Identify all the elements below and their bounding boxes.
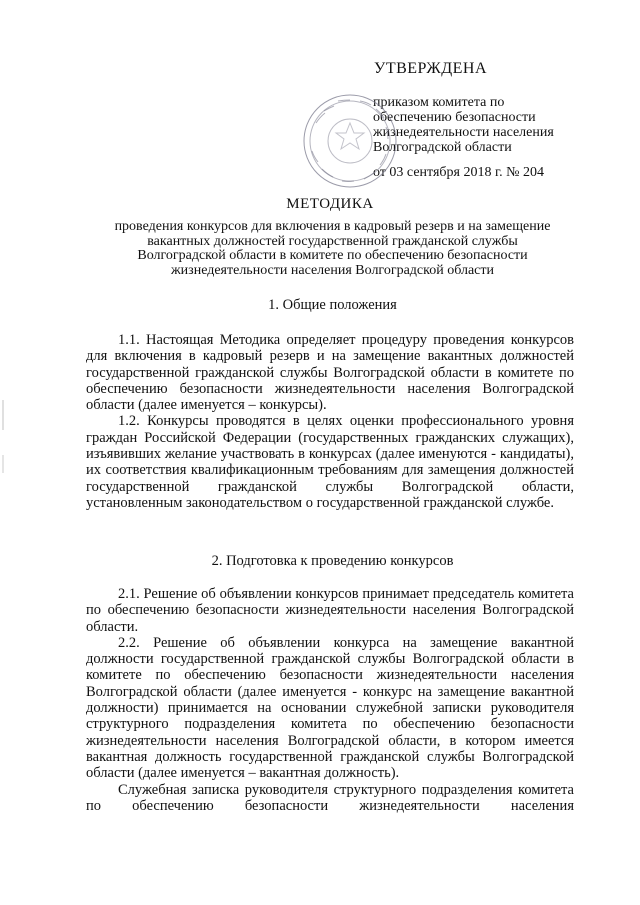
subtitle-line: жизнедеятельности населения Волгоградской области [171,262,494,278]
subtitle-line: Волгоградской области в комитете по обеспечению безопасности [137,248,528,263]
paragraph: 1.2. Конкурсы проводятся в целях оценки профессионального уровня граждан Российской Федерации (государственных гражданских служащих), изъявивших желание участвовать в конкурсах (далее именуются - кандидаты), их соответствия квалификационным требованиям для замещения должностей государственной гражданской службы Волгоградской области, установленным законодательством о государственной гражданской службе. [86,413,574,511]
paragraph: 2.2. Решение об объявлении конкурса на замещение вакантной должности государственной гражданской службы Волгоградской области в комитете по обеспечению безопасности жизнедеятельности населения Волгоградской области (далее именуется - конкурс на замещение вакантной должности) принимается на основании служебной записки руководителя структурного подразделения комитета по обеспечению безопасности жизнедеятельности населения Волгоградской области, в котором имеется вакантная должность государственной гражданской службы Волгоградской области (далее именуется – вакантная должность). [86,634,574,782]
scan-artifact [2,400,4,430]
order-line: обеспечению безопасности [373,110,536,125]
subtitle-line: вакантных должностей государственной гражданской службы [147,233,518,249]
section-heading: 1. Общие положения [268,297,397,313]
document-title: МЕТОДИКА [286,196,374,212]
seal-stamp-icon [302,93,398,189]
section-1-body [86,332,574,511]
order-reference [373,95,554,180]
section-heading: 2. Подготовка к проведению конкурсов [211,553,454,569]
approval-heading: УТВЕРЖДЕНА [374,60,488,77]
order-line: жизнедеятельности населения [373,125,554,140]
paragraph: 1.1. Настоящая Методика определяет процедуру проведения конкурсов для включения в кадровый резерв и на замещение вакантных должностей государственной гражданской службы Волгоградской области в комитете по обеспечению безопасности жизнедеятельности населения Волгоградской области (далее именуется – конкурсы). [86,332,574,414]
order-line: приказом комитета по [373,95,505,110]
order-line: Волгоградской области [373,140,512,155]
document-subtitle [90,220,575,278]
paragraph: Служебная записка руководителя структурного подразделения комитета по обеспечению безопасности жизнедеятельности населения [86,781,574,814]
paragraph: 2.1. Решение об объявлении конкурсов принимает председатель комитета по обеспечению безопасности жизнедеятельности населения Волгоградской области. [86,586,574,635]
scan-artifact [2,455,4,473]
section-2-body [86,586,574,814]
subtitle-line: проведения конкурсов для включения в кадровый резерв и на замещение [114,219,551,234]
order-date: от 03 сентября 2018 г. № 204 [373,165,544,180]
